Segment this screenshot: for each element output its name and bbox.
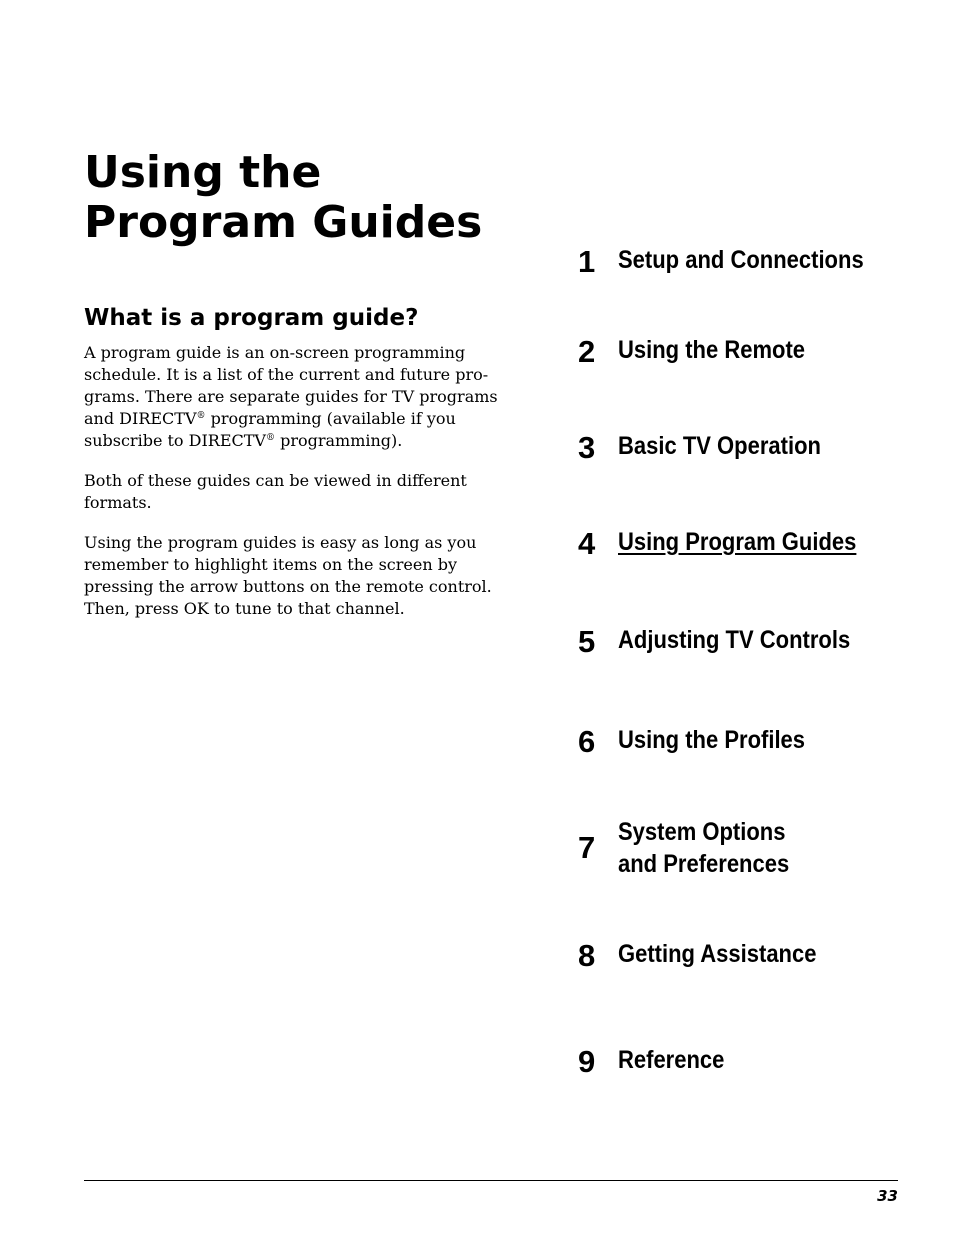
toc-label: Using the Profiles: [618, 726, 806, 754]
text-fragment: programming (available if you: [205, 409, 456, 428]
toc-number: 8: [578, 938, 596, 973]
text-fragment: programming).: [274, 431, 403, 450]
text-line: Then, press OK to tune to that channel.: [84, 599, 405, 618]
toc-number: 1: [578, 244, 596, 279]
toc-number: 6: [578, 724, 596, 759]
toc-label-line: and Preferences: [618, 850, 790, 878]
page-title: [84, 148, 482, 248]
text-line: A program guide is an on-screen programming: [84, 343, 466, 362]
text-line: Both of these guides can be viewed in different: [84, 471, 467, 490]
footer-divider: [84, 1180, 898, 1181]
text-line: formats.: [84, 493, 152, 512]
toc-label: Getting Assistance: [618, 940, 817, 968]
toc-number: 3: [578, 430, 596, 465]
toc-number: 5: [578, 624, 596, 659]
text-fragment: and DIRECTV: [84, 409, 197, 428]
text-line: [84, 408, 504, 430]
page-number: 33: [877, 1187, 898, 1205]
page-title-line: Program Guides: [84, 197, 483, 248]
text-line: remember to highlight items on the screen by: [84, 555, 458, 574]
text-line: pressing the arrow buttons on the remote control.: [84, 577, 492, 596]
toc-number: 7: [578, 830, 596, 865]
toc-label: Setup and Connections: [618, 246, 864, 274]
toc-label: [618, 816, 789, 880]
toc-label: Basic TV Operation: [618, 432, 821, 460]
text-line: schedule. It is a list of the current and future pro-: [84, 365, 489, 384]
toc-label-current: Using Program Guides: [618, 528, 857, 556]
toc-number: 2: [578, 334, 596, 369]
text-line: grams. There are separate guides for TV programs: [84, 387, 498, 406]
toc-label: Adjusting TV Controls: [618, 626, 851, 654]
text-fragment: subscribe to DIRECTV: [84, 431, 266, 450]
formats-paragraph: [84, 470, 504, 514]
usage-paragraph: [84, 532, 504, 620]
toc-label: Using the Remote: [618, 336, 806, 364]
text-line: [84, 430, 504, 452]
section-heading: What is a program guide?: [84, 305, 419, 331]
page-title-line: Using the: [84, 147, 322, 198]
toc-label-line: System Options: [618, 818, 786, 846]
registered-mark: ®: [265, 433, 275, 443]
registered-mark: ®: [196, 411, 206, 421]
text-line: Using the program guides is easy as long as you: [84, 533, 477, 552]
intro-paragraph: [84, 342, 504, 452]
toc-number: 4: [578, 526, 596, 561]
toc-number: 9: [578, 1044, 596, 1079]
toc-label: Reference: [618, 1046, 725, 1074]
